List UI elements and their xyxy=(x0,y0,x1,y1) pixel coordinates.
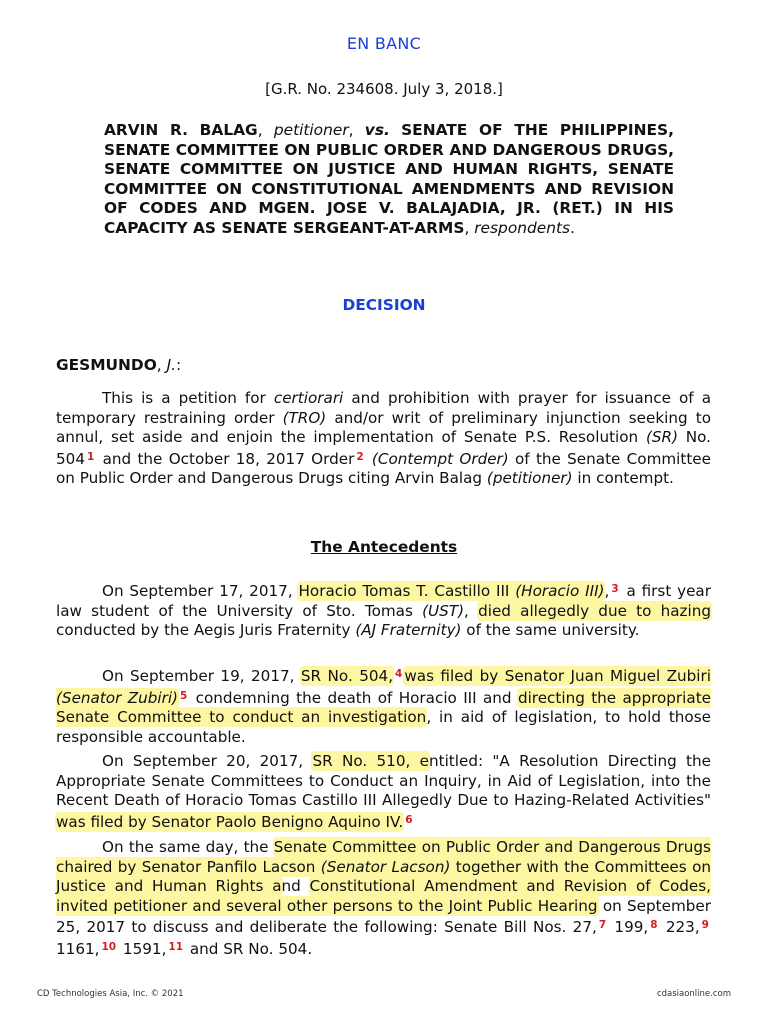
footnote-link-2[interactable]: 2 xyxy=(356,450,364,463)
text: in contempt. xyxy=(572,469,674,488)
text: was filed by Senator Juan Miguel Zubiri xyxy=(404,667,711,685)
footnote-link-6[interactable]: 6 xyxy=(405,813,413,826)
ponente-suffix: J. xyxy=(166,356,177,374)
text: of the same university. xyxy=(461,621,640,640)
text-italic: (UST) xyxy=(422,601,465,620)
decision-title: DECISION xyxy=(342,296,426,314)
highlight: directing the appropriate Senate Committee to conduct an investigation xyxy=(56,688,711,727)
highlight: SR No. 510, e xyxy=(312,752,429,770)
footer-copyright: CD Technologies Asia, Inc. © 2021 xyxy=(37,989,184,999)
footnote-link-10[interactable]: 10 xyxy=(101,940,117,953)
text: together with the Committees on Justice and Human Rights a xyxy=(56,857,711,896)
text-italic: (Contempt Order) xyxy=(365,449,509,468)
text: a first year law student of the University of Sto. Tomas xyxy=(56,582,711,620)
text: nd xyxy=(281,877,310,896)
paragraph-antecedent-3 xyxy=(56,752,711,832)
highlight: Constitutional Amendment and Revision of Codes, invited petitioner and several other persons to the Joint Public Hearing xyxy=(56,877,711,915)
text-italic: (Senator Lacson) xyxy=(320,857,451,876)
text-italic: (petitioner) xyxy=(486,469,573,488)
text-italic: (TRO) xyxy=(282,408,327,427)
text: On September 20, 2017, xyxy=(102,752,313,770)
petitioner-role: petitioner xyxy=(273,121,349,139)
text: , in aid of legislation, to hold those responsible accountable. xyxy=(56,708,711,746)
text: 1591, xyxy=(118,939,167,958)
text: On September 19, 2017, xyxy=(102,667,301,685)
text: 199, xyxy=(608,918,649,937)
footnote-link-7[interactable]: 7 xyxy=(598,919,607,932)
case-caption: ARVIN R. BALAG, petitioner, vs. SENATE OF THE PHILIPPINES, SENATE COMMITTEE ON PUBLIC ORDER AND DANGEROUS DRUGS, SENATE COMMITTEE ON JUSTICE AND HUMAN RIGHTS, SENATE COMMITTEE ON CONSTITUTIONAL AMENDMENTS AND REVISION OF CODES AND MGEN. JOSE V. BALAJADIA, JR. (RET.) IN HIS CAPACITY AS SENATE SERGEANT-AT-ARMS, respondents. xyxy=(104,121,674,237)
text-italic: certiorari xyxy=(273,389,344,407)
text: Senate Committee on Public Order and Dangerous Drugs chaired by Senator Panfilo Lacson xyxy=(56,838,711,876)
petitioner-name: ARVIN R. BALAG xyxy=(104,121,258,139)
footnote-link-4[interactable]: 4 xyxy=(395,668,403,680)
text: , xyxy=(464,601,479,620)
paragraph-antecedent-2 xyxy=(56,665,711,747)
text: and/or writ of preliminary injunction seeking to annul, set aside and enjoin the implementation of Senate P.S. Resolution xyxy=(56,408,711,447)
ponente-name: GESMUNDO xyxy=(56,356,157,374)
highlight xyxy=(298,582,604,600)
highlight: died allegedly due to hazing xyxy=(478,601,712,620)
text: conducted by the Aegis Juris Fraternity xyxy=(56,621,356,640)
footnote-link-5[interactable]: 5 xyxy=(179,689,188,702)
text: , xyxy=(604,582,610,600)
text-italic: (AJ Fraternity) xyxy=(355,621,462,640)
text: on September 25, 2017 to discuss and deliberate the following: Senate Bill Nos. 27, xyxy=(56,896,711,937)
text-italic: (Senator Zubiri) xyxy=(56,688,178,707)
text: and prohibition with prayer for issuance of a temporary restraining order xyxy=(56,389,711,427)
paragraph-antecedent-1 xyxy=(56,580,711,641)
text: Horacio Tomas T. Castillo III xyxy=(298,582,516,600)
footnote-link-3[interactable]: 3 xyxy=(611,583,619,595)
paragraph-intro xyxy=(56,389,711,489)
footnote-link-11[interactable]: 11 xyxy=(168,940,184,953)
text-italic: (Horacio III) xyxy=(515,582,605,600)
footnote-link-1[interactable]: 1 xyxy=(87,450,95,463)
text: This is a petition for xyxy=(102,389,274,407)
versus-label: vs. xyxy=(364,121,390,139)
text: and the October 18, 2017 Order xyxy=(96,449,355,468)
ponente: GESMUNDO, J.: xyxy=(56,356,182,374)
footer-site: cdasiaonline.com xyxy=(656,989,731,999)
highlight: was filed by Senator Paolo Benigno Aquino IV. xyxy=(56,812,404,831)
text: 223, xyxy=(659,918,700,937)
text: No. 504 xyxy=(56,428,711,468)
text: condemning the death of Horacio III and xyxy=(189,688,518,707)
text: On the same day, the xyxy=(102,838,274,856)
respondents-names: SENATE OF THE PHILIPPINES, SENATE COMMITTEE ON PUBLIC ORDER AND DANGEROUS DRUGS, SENATE COMMITTEE ON JUSTICE AND HUMAN RIGHTS, SENATE COMMITTEE ON CONSTITUTIONAL AMENDMENTS AND REVISION OF CODES AND MGEN. JOSE V. BALAJADIA, JR. (RET.) IN HIS CAPACITY AS SENATE SERGEANT-AT-ARMS xyxy=(104,121,674,237)
text: and SR No. 504. xyxy=(185,939,313,958)
paragraph-antecedent-4 xyxy=(56,838,711,960)
footnote-link-9[interactable]: 9 xyxy=(701,919,709,932)
section-heading: The Antecedents xyxy=(310,538,458,556)
text: 1161, xyxy=(56,939,100,958)
text: ntitled: "A Resolution Directing the Appropriate Senate Committees to Conduct an Inquiry, in Aid of Legislation, into the Recent Death of Horacio Tomas Castillo III Allegedly Due to Hazing-Related Activities" xyxy=(56,752,711,810)
case-number: [G.R. No. 234608. July 3, 2018.] xyxy=(265,80,503,98)
text: On September 17, 2017, xyxy=(102,582,299,600)
highlight: SR No. 504, xyxy=(300,667,394,685)
respondents-role: respondents xyxy=(474,218,571,237)
text: of the Senate Committee on Public Order and Dangerous Drugs citing Arvin Balag xyxy=(56,449,711,488)
footnote-link-8[interactable]: 8 xyxy=(650,919,658,932)
court-division: EN BANC xyxy=(346,34,422,53)
text-italic: (SR) xyxy=(645,428,678,447)
